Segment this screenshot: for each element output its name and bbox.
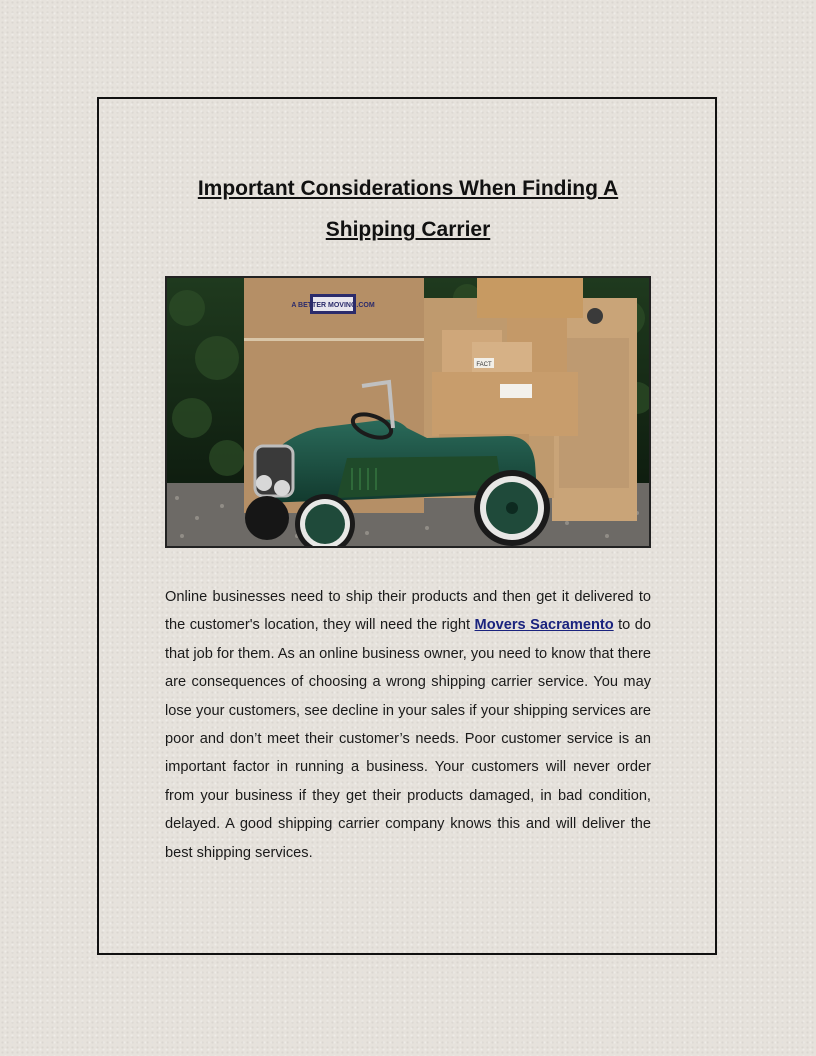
body-text-rest: to do that job for them. As an online business owner, you need to know that there are consequences of choosing a wrong shipping carrier service. You may lose your customers, see decline in your sales if your shipping services are poor and don’t meet their customer’s needs. Poor customer service is an important factor in running a business. Your customers will never order from your business if they get their products damaged, in bad condition, delayed. A good shipping carrier company knows this and will deliver the best shipping services. xyxy=(165,617,652,861)
small-box-label: FACT xyxy=(476,362,492,368)
pedal-car-and-boxes-image xyxy=(167,278,649,546)
movers-sacramento-link[interactable]: Movers Sacramento xyxy=(474,617,614,634)
title-line-2: Shipping Carrier xyxy=(325,218,491,241)
body-text-start: Online businesses need to ship their products and then get it delivered to the customer's location, they will need the right xyxy=(165,589,651,634)
box-label-text: A BETTER MOVING.COM xyxy=(291,302,375,309)
hero-photo xyxy=(165,276,651,548)
page-title xyxy=(0,168,816,250)
body-paragraph xyxy=(165,583,651,867)
title-line-1: Important Considerations When Finding A xyxy=(197,177,619,200)
